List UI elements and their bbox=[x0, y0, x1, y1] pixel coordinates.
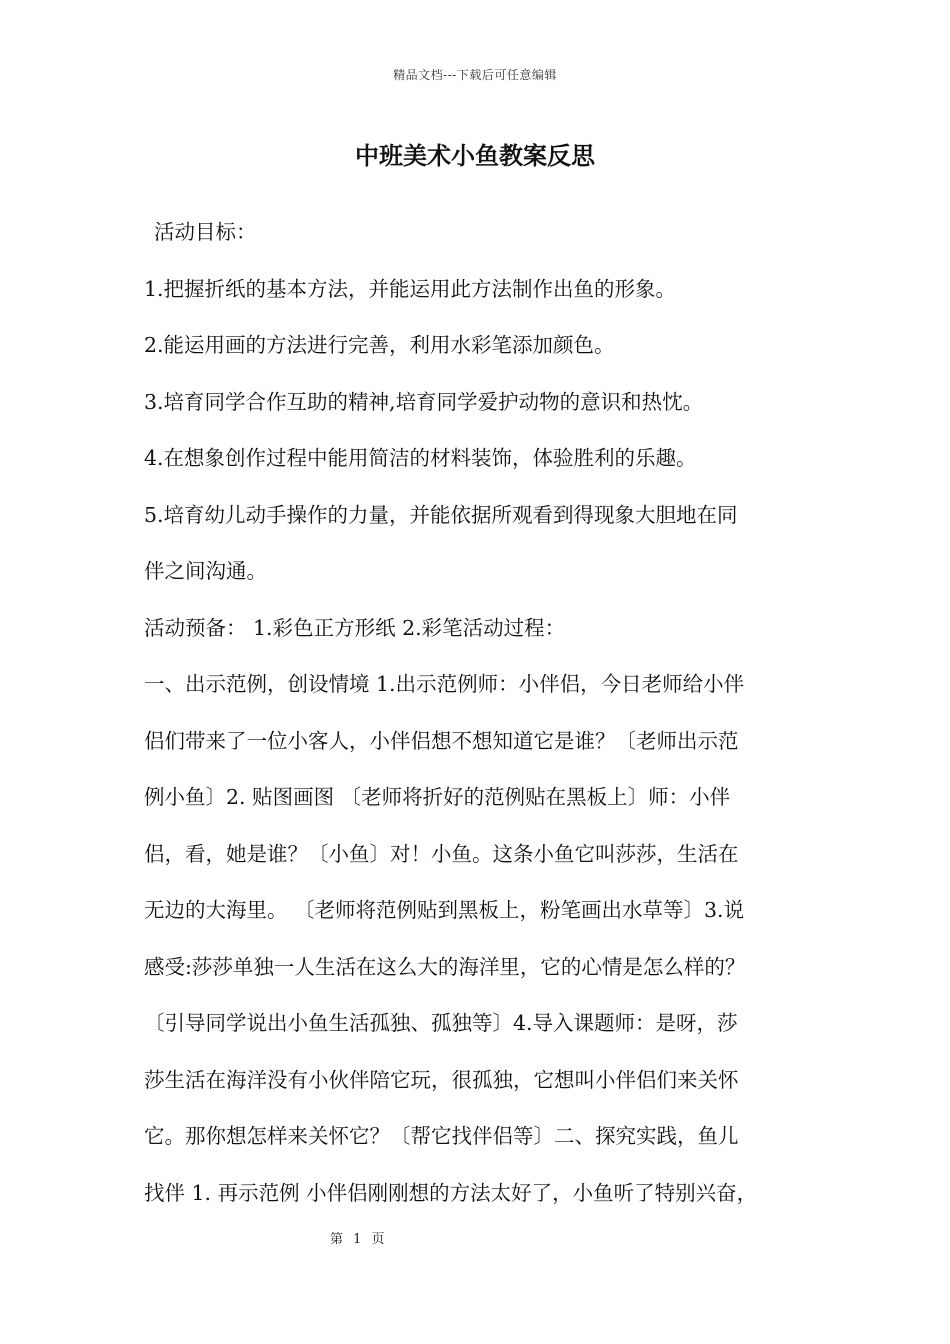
document-body bbox=[144, 204, 808, 1221]
text-line: 2.能运用画的方法进行完善，利用水彩笔添加颜色。 bbox=[144, 333, 615, 357]
text-line: 它。那你想怎样来关怀它？〔帮它找伴侣等〕二、探究实践，鱼儿 bbox=[144, 1124, 739, 1148]
page-header: 精品文档---下载后可任意编辑 bbox=[393, 68, 557, 82]
text-line: 侣，看，她是谁？〔小鱼〕对！小鱼。这条小鱼它叫莎莎，生活在 bbox=[144, 841, 739, 866]
page-number: 第 1 页 bbox=[330, 1232, 385, 1247]
text-line: 一、出示范例，创设情境 1.出示范例师：小伴侣，今日老师给小伴 bbox=[144, 672, 745, 696]
text-line: 无边的大海里。 〔老师将范例贴到黑板上，粉笔画出水草等〕3.说 bbox=[144, 898, 745, 922]
section-heading-goals: 活动目标： bbox=[154, 220, 257, 244]
text-line: 〔引导同学说出小鱼生活孤独、孤独等〕4.导入课题师：是呀，莎 bbox=[144, 1011, 738, 1035]
text-line: 5.培育幼儿动手操作的力量，并能依据所观看到得现象大胆地在同 bbox=[144, 502, 738, 527]
text-line: 3.培育同学合作互助的精神,培育同学爱护动物的意识和热忱。 bbox=[144, 389, 704, 414]
text-line: 活动预备： 1.彩色正方形纸 2.彩笔活动过程： bbox=[144, 615, 566, 640]
text-line: 例小鱼〕2. 贴图画图 〔老师将折好的范例贴在黑板上〕师：小伴 bbox=[144, 785, 731, 809]
text-line: 感受:莎莎单独一人生活在这么大的海洋里，它的心情是怎么样的？ bbox=[144, 954, 746, 979]
text-line: 1.把握折纸的基本方法，并能运用此方法制作出鱼的形象。 bbox=[144, 276, 677, 301]
text-line: 伴之间沟通。 bbox=[144, 559, 267, 583]
text-line: 莎生活在海洋没有小伙伴陪它玩，很孤独，它想叫小伴侣们来关怀 bbox=[144, 1067, 739, 1092]
text-line: 侣们带来了一位小客人，小伴侣想不想知道它是谁？〔老师出示范 bbox=[144, 728, 739, 753]
text-line: 4.在想象创作过程中能用简洁的材料装饰，体验胜利的乐趣。 bbox=[144, 446, 697, 470]
document-title: 中班美术小鱼教案反思 bbox=[355, 141, 595, 170]
text-line: 找伴 1. 再示范例 小伴侣刚刚想的方法太好了，小鱼听了特别兴奋， bbox=[144, 1180, 758, 1205]
